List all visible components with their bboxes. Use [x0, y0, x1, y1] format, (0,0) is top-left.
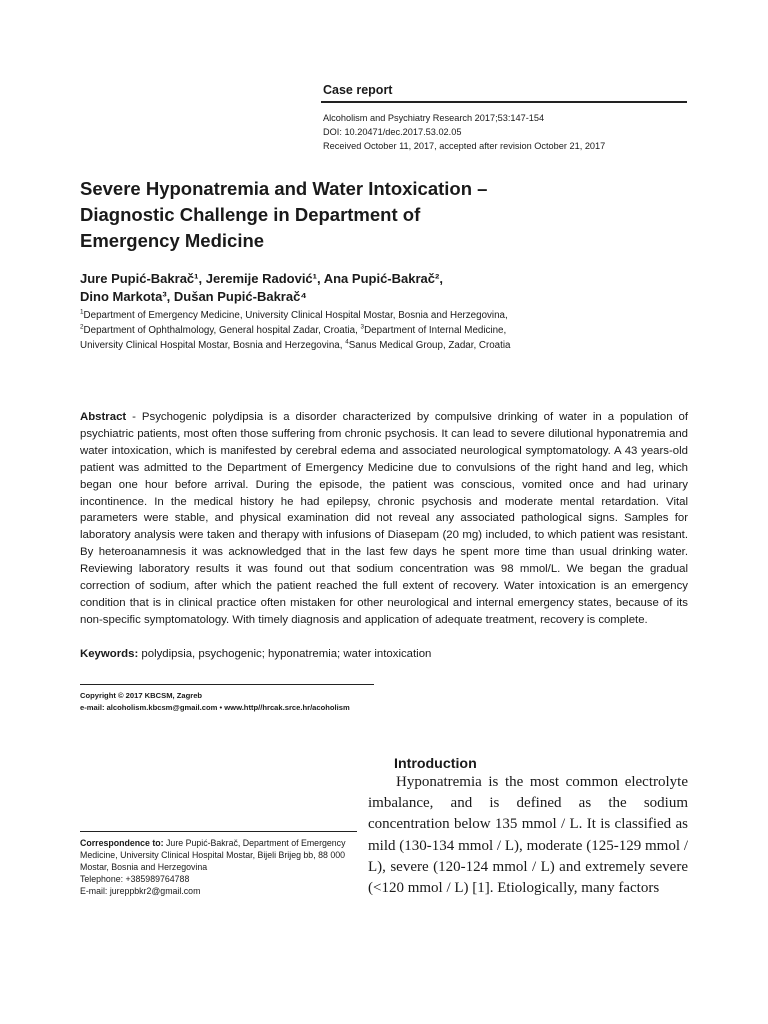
doi[interactable]: DOI: 10.20471/dec.2017.53.02.05	[323, 127, 462, 137]
keywords-label: Keywords:	[80, 648, 139, 660]
affiliation-2: $^2$Department of Ophthalmology, General hospital Zadar, Croatia,	[80, 323, 361, 336]
authors-line: Jure Pupić-Bakrač¹, Jeremije Radović¹, Ana Pupić-Bakrač²,	[80, 271, 443, 286]
journal-citation: Alcoholism and Psychiatry Research 2017;53:147-154	[323, 113, 545, 123]
header-rule	[321, 101, 687, 103]
correspondence-address	[80, 837, 370, 873]
keywords-text: polydipsia, psychogenic; hyponatremia; water intoxication	[138, 648, 432, 660]
authors	[80, 270, 540, 306]
affiliation-1: $^1$Department of Emergency Medicine, University Clinical Hospital Mostar, Bosnia and Herzegovina,	[80, 308, 508, 321]
copyright-rule	[80, 684, 374, 685]
article-title: Severe Hyponatremia and Water Intoxication – Diagnostic Challenge in Department of Emergency Medicine	[80, 178, 488, 251]
abstract-text: - Psychogenic polydipsia is a disorder characterized by compulsive drinking of water in a population of psychiatric patients, most often those suffering from chronic psychosis. It can lead to severe dilutional hyponatremia and water intoxication, which is manifested by cerebral edema and associated neurological symptomatology. A 43 years-old patient was admitted to the Department of Emergency Medicine due to convulsions of the right hand and leg, which began one hour before arrival. During the episode, the patient was conscious, vomited once and had urinary incontinence. In the medical history he had epilepsy, chronic psychosis and moderate mental retardation. Vital parameters were stable, and physical examination did not reveal any associated pathological signs. Samples for laboratory analysis were taken and therapy with infusions of Diasepam (20 mg) included, to which patient was resistant. By heteroanamnesis it was acknowledged that in the last few days he spent more time than usual drinking water. Reviewing laboratory results it was found out that sodium concentration was 98 mmol/L. We began the gradual correction of sodium, after which the patient reached the full extent of recovery. Water intoxication is an emergency condition that is in clinical practice often mistaken for other neurological and internal emergency states, because of its non-specific symptomatology. With timely diagnosis and application of adequate treatment, recovery is complete.	[80, 411, 688, 626]
affiliation-4: $^4$Sanus Medical Group, Zadar, Croatia	[345, 338, 511, 351]
correspondence-phone: Telephone: +385989764788	[80, 874, 190, 884]
received-date: Received October 11, 2017, accepted after revision October 21, 2017	[323, 141, 606, 151]
abstract	[80, 409, 688, 629]
keywords	[80, 646, 688, 662]
correspondence-text: Jure Pupić-Bakrač, Department of Emergency Medicine, University Clinical Hospital Mostar, Bijeli Brijeg bb, 88 000 Mostar, Bosnia and Herzegovina	[80, 838, 346, 872]
section-label: Case report	[323, 83, 393, 97]
authors-line: Dino Markota³, Dušan Pupić-Bakrač⁴	[80, 289, 307, 304]
introduction-heading: Introduction	[394, 756, 477, 772]
abstract-label: Abstract	[80, 411, 127, 423]
affiliations	[80, 309, 542, 353]
introduction-text: Hyponatremia is the most common electrolyte imbalance, and is defined as the sodium concentration below 135 mmol / L. It is classified as mild (130-134 mmol / L), moderate (125-129 mmol / L), severe (120-124 mmol / L) and extremely severe (<120 mmol / L) [1]. Etiologically, many factors	[368, 774, 688, 897]
copyright	[80, 690, 400, 713]
copyright-line: Copyright © 2017 KBCSM, Zagreb	[80, 691, 203, 700]
correspondence-email[interactable]: E-mail: jureppbkr2@gmail.com	[80, 886, 201, 896]
correspondence-rule	[80, 831, 357, 832]
affiliation-3: $^3$Department of Internal Medicine, University Clinical Hospital Mostar, Bosnia and Herzegovina,	[80, 323, 507, 351]
copyright-contact[interactable]: e-mail: alcoholism.kbcsm@gmail.com • www.http//hrcak.srce.hr/acoholism	[80, 702, 350, 712]
correspondence	[80, 837, 370, 897]
correspondence-label: Correspondence to:	[80, 838, 164, 848]
journal-meta	[323, 111, 693, 153]
